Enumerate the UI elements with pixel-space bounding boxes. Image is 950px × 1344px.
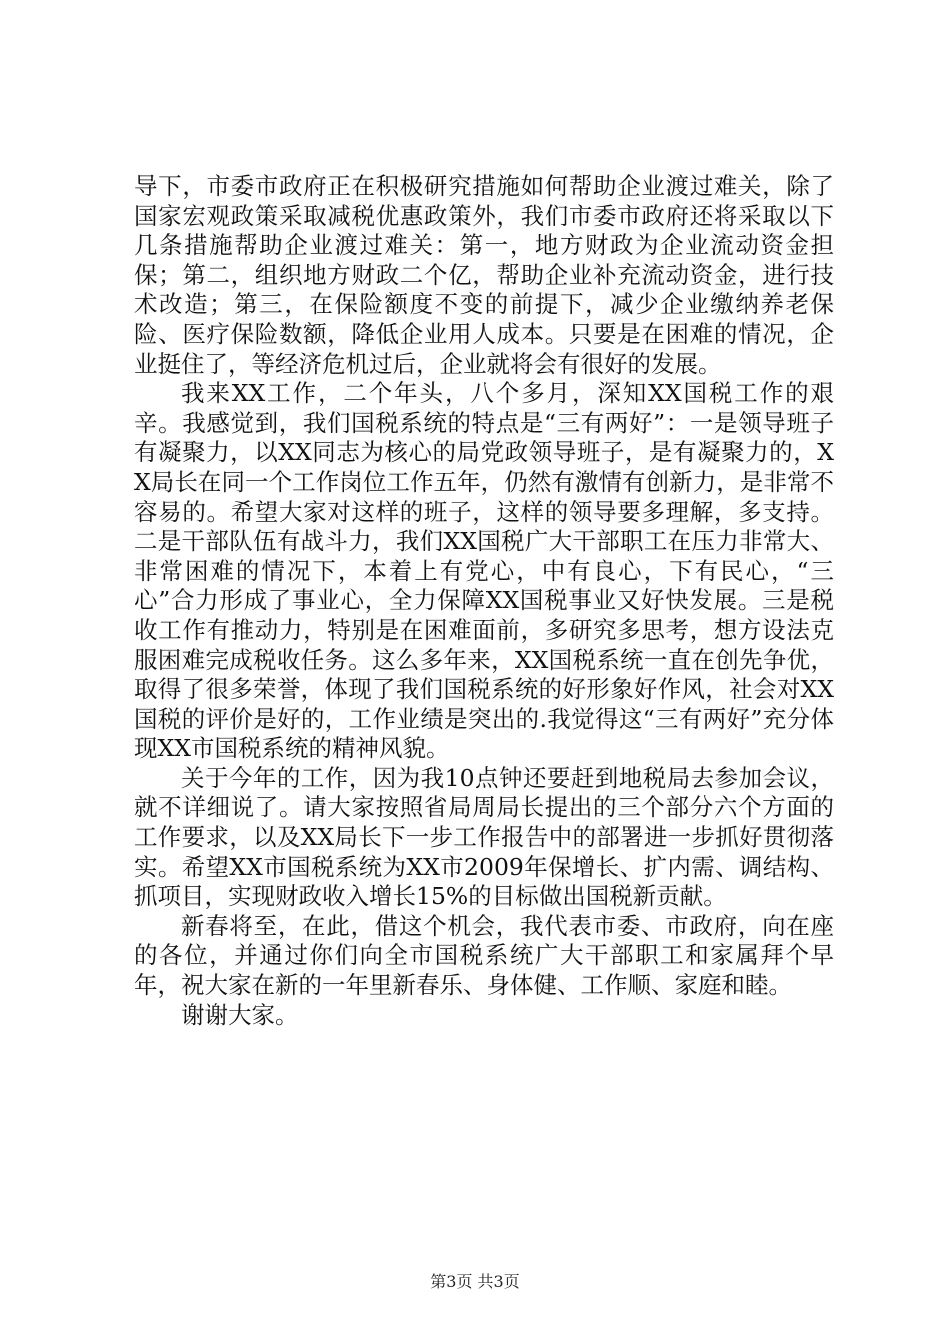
paragraph-3: 关于今年的工作，因为我10点钟还要赶到地税局去参加会议，就不详细说了。请大家按照省局周局长提出的三个部分六个方面的工作要求，以及XX局长下一步工作报告中的部署进一步抓好贯彻落实。希望XX市国税系统为XX市2009年保增长、扩内需、调结构、抓项目，实现财政收入增长15%的目标做出国税新贡献。 [134, 763, 834, 911]
paragraph-4: 新春将至，在此，借这个机会，我代表市委、市政府，向在座的各位，并通过你们向全市国税系统广大干部职工和家属拜个早年，祝大家在新的一年里新春乐、身体健、工作顺、家庭和睦。 [134, 911, 834, 1000]
paragraph-2: 我来XX工作，二个年头，八个多月，深知XX国税工作的艰辛。我感觉到，我们国税系统的特点是“三有两好”：一是领导班子有凝聚力，以XX同志为核心的局党政领导班子，是有凝聚力的，XX局长在同一个工作岗位工作五年，仍然有激情有创新力，是非常不容易的。希望大家对这样的班子，这样的领导要多理解，多支持。二是干部队伍有战斗力，我们XX国税广大干部职工在压力非常大、非常困难的情况下，本着上有党心，中有良心，下有民心，“三心”合力形成了事业心，全力保障XX国税事业又好快发展。三是税收工作有推动力，特别是在困难面前，多研究多思考，想方设法克服困难完成税收任务。这么多年来，XX国税系统一直在创先争优，取得了很多荣誉，体现了我们国税系统的好形象好作风，社会对XX国税的评价是好的，工作业绩是突出的.我觉得这“三有两好”充分体现XX市国税系统的精神风貌。 [134, 379, 834, 763]
paragraph-1: 导下，市委市政府正在积极研究措施如何帮助企业渡过难关，除了国家宏观政策采取减税优惠政策外，我们市委市政府还将采取以下几条措施帮助企业渡过难关：第一，地方财政为企业流动资金担保；第二，组织地方财政二个亿，帮助企业补充流动资金，进行技术改造；第三，在保险额度不变的前提下，减少企业缴纳养老保险、医疗保险数额，降低企业用人成本。只要是在困难的情况，企业挺住了，等经济危机过后，企业就将会有很好的发展。 [134, 172, 834, 378]
document-body [134, 172, 834, 1030]
page-footer: 第3页 共3页 [430, 1272, 520, 1291]
paragraph-5: 谢谢大家。 [181, 1000, 299, 1029]
